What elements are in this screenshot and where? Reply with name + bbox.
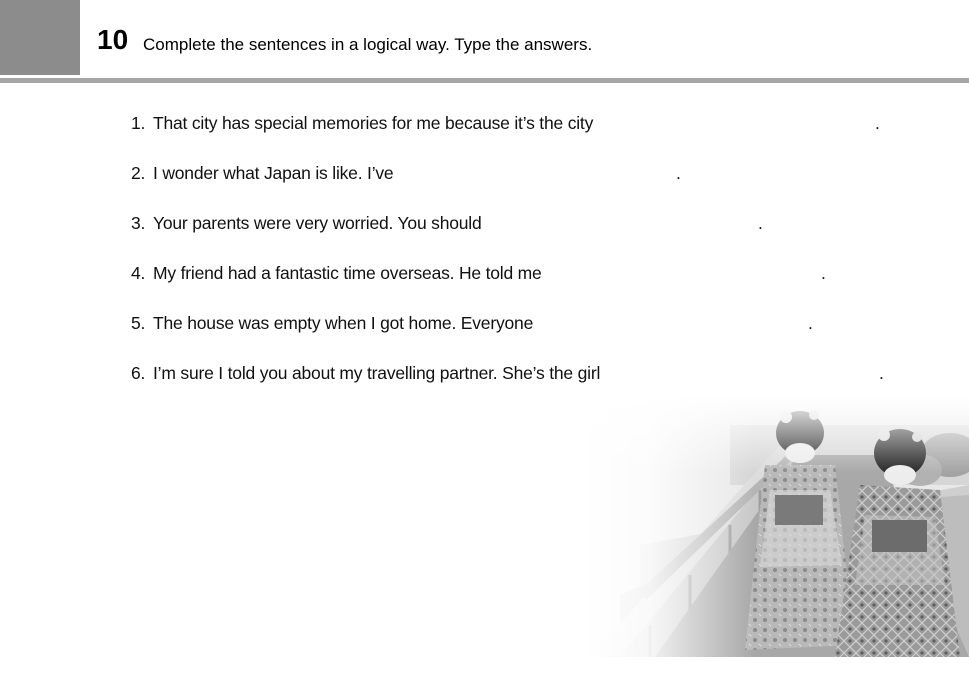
sentence-3 [131, 210, 482, 236]
answer-input-4[interactable] [544, 261, 819, 285]
sentence-end-3: . [758, 213, 763, 233]
sentence-end-6: . [879, 363, 884, 383]
sentence-5 [131, 310, 533, 336]
sentence-2 [131, 160, 393, 186]
sentence-text: My friend had a fantastic time overseas. He told me [153, 263, 542, 283]
sentence-number: 5. [131, 313, 146, 333]
exercise-instruction: Complete the sentences in a logical way. Type the answers. [143, 35, 593, 54]
sentence-number: 1. [131, 113, 146, 133]
sentence-end-5: . [808, 313, 813, 333]
sentence-number: 6. [131, 363, 146, 383]
sentence-text: Your parents were very worried. You should [153, 213, 482, 233]
sentence-end-1: . [875, 113, 880, 133]
sentence-text: That city has special memories for me because it’s the city [153, 113, 594, 133]
sentence-text: I wonder what Japan is like. I’ve [153, 163, 394, 183]
sentence-number: 4. [131, 263, 146, 283]
sentence-end-4: . [821, 263, 826, 283]
sentence-1 [131, 110, 593, 136]
answer-input-5[interactable] [531, 311, 806, 335]
decorative-photo [580, 395, 969, 657]
exercise-number: 10 [97, 24, 129, 55]
sentence-number: 3. [131, 213, 146, 233]
answer-input-6[interactable] [601, 361, 877, 385]
sentence-number: 2. [131, 163, 146, 183]
sentence-text: I’m sure I told you about my travelling partner. She’s the girl [153, 363, 601, 383]
sentence-end-2: . [676, 163, 681, 183]
answer-input-1[interactable] [598, 111, 872, 135]
sentence-text: The house was empty when I got home. Everyone [153, 313, 534, 333]
sentence-6 [131, 360, 600, 386]
answer-input-3[interactable] [481, 211, 756, 235]
sentence-4 [131, 260, 542, 286]
answer-input-2[interactable] [398, 161, 674, 185]
